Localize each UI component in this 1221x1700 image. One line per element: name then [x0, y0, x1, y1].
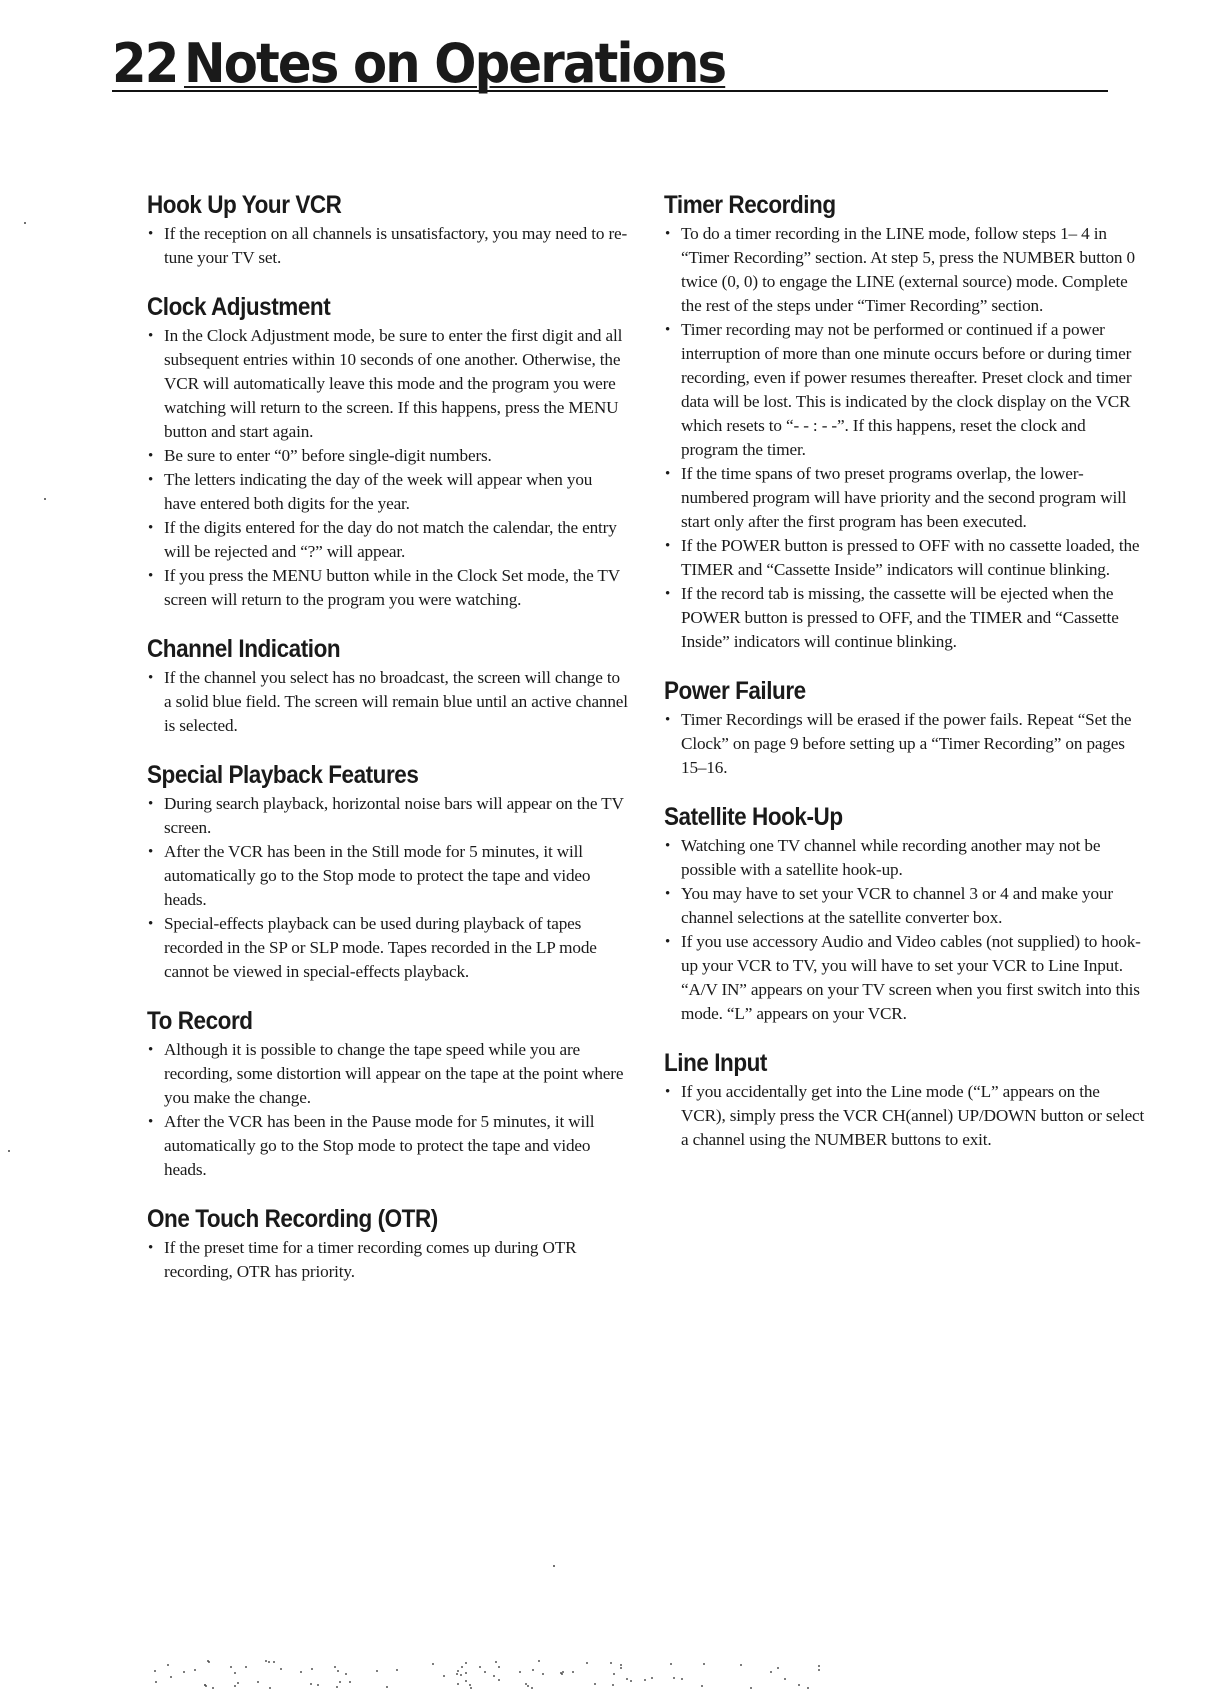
scan-noise-dot — [465, 1662, 467, 1664]
scan-noise-dot — [317, 1684, 319, 1686]
scan-noise-dot — [469, 1684, 471, 1686]
section-heading: Power Failure — [664, 677, 806, 705]
scan-noise-dot — [798, 1684, 800, 1686]
scan-noise-dot — [230, 1666, 232, 1668]
scan-noise-dot — [519, 1671, 521, 1673]
scan-noise-dot — [155, 1681, 157, 1683]
scan-noise-dot — [493, 1675, 495, 1677]
bullet-item: • If the time spans of two preset programs overlap, the lower-numbered program will have priority and the second program will start only after the first program has been executed. — [665, 462, 1145, 534]
section-special-playback-features — [148, 760, 628, 984]
section-channel-indication — [148, 634, 628, 738]
bullet-item: • If the preset time for a timer recording comes up during OTR recording, OTR has priority. — [148, 1236, 628, 1284]
scan-noise-dot — [170, 1676, 172, 1678]
scan-noise-dot — [612, 1684, 614, 1686]
section-heading: Channel Indication — [147, 635, 341, 663]
scan-noise-dot — [456, 1673, 458, 1675]
scan-noise-dot — [740, 1664, 742, 1666]
scan-noise-dot — [784, 1678, 786, 1680]
scan-speck — [24, 222, 26, 224]
scan-speck — [553, 1565, 555, 1567]
section-line-input — [665, 1048, 1145, 1152]
section-to-record — [148, 1006, 628, 1182]
bullet-list — [148, 792, 628, 984]
scan-noise-dot — [498, 1666, 500, 1668]
bullet-item: • Watching one TV channel while recording another may not be possible with a satellite hook-up. — [665, 834, 1145, 882]
scan-noise-dot — [670, 1663, 672, 1665]
scan-noise-dot — [208, 1661, 210, 1663]
scan-noise-dot — [630, 1680, 632, 1682]
bullet-item: • Be sure to enter “0” before single-digit numbers. — [148, 444, 628, 468]
section-power-failure — [665, 676, 1145, 780]
scan-noise-dot — [681, 1678, 683, 1680]
scan-noise-dot — [542, 1673, 544, 1675]
scan-noise-dot — [701, 1685, 703, 1687]
bullet-list — [148, 666, 628, 738]
scan-noise-dot — [334, 1666, 336, 1668]
scan-noise-dot — [265, 1660, 267, 1662]
bullet-item: • Timer Recordings will be erased if the power fails. Repeat “Set the Clock” on page 9 before setting up a “Timer Recording” on pages 15–16. — [665, 708, 1145, 780]
scan-noise-dot — [673, 1677, 675, 1679]
scan-noise-dot — [644, 1679, 646, 1681]
bullet-item: • After the VCR has been in the Pause mode for 5 minutes, it will automatically go to the Stop mode to protect the tape and video heads. — [148, 1110, 628, 1182]
bullet-item: • Special-effects playback can be used during playback of tapes recorded in the SP or SLP mode. Tapes recorded in the LP mode cannot be viewed in special-effects playback. — [148, 912, 628, 984]
scan-noise-dot — [345, 1673, 347, 1675]
scan-noise-dot — [610, 1662, 612, 1664]
scan-noise-dot — [460, 1674, 462, 1676]
page-number: 22 — [112, 32, 178, 95]
page-header — [112, 30, 1108, 95]
scan-noise-dot — [465, 1680, 467, 1682]
scan-noise-dot — [386, 1686, 388, 1688]
bullet-list — [148, 324, 628, 612]
scan-noise-dot — [457, 1683, 459, 1685]
scan-noise-dot — [339, 1681, 341, 1683]
scan-noise-dot — [310, 1683, 312, 1685]
scan-noise-dot — [495, 1661, 497, 1663]
bullet-list — [665, 1080, 1145, 1152]
scan-noise-dot — [443, 1675, 445, 1677]
bullet-item: • You may have to set your VCR to channel 3 or 4 and make your channel selections at the satellite converter box. — [665, 882, 1145, 930]
page-title: Notes on Operations — [184, 32, 726, 95]
scan-noise-dot — [461, 1666, 463, 1668]
section-heading: To Record — [147, 1007, 253, 1035]
scan-noise-dot — [336, 1686, 338, 1688]
scan-noise — [150, 1660, 870, 1690]
scan-noise-dot — [396, 1669, 398, 1671]
scan-noise-dot — [572, 1671, 574, 1673]
scan-noise-dot — [532, 1669, 534, 1671]
scan-noise-dot — [311, 1668, 313, 1670]
scan-noise-dot — [750, 1687, 752, 1689]
bullet-item: • In the Clock Adjustment mode, be sure to enter the first digit and all subsequent entries within 10 seconds of one another. Otherwise, the VCR will automatically leave this mode and the program you were watching will return to the screen. If this happens, press the MENU button and start again. — [148, 324, 628, 444]
scan-noise-dot — [337, 1670, 339, 1672]
scan-noise-dot — [280, 1668, 282, 1670]
bullet-item: • If the digits entered for the day do not match the calendar, the entry will be rejected and “?” will appear. — [148, 516, 628, 564]
bullet-list — [665, 708, 1145, 780]
bullet-item: • If the reception on all channels is unsatisfactory, you may need to re-tune your TV set. — [148, 222, 628, 270]
section-timer-recording — [665, 190, 1145, 654]
scan-noise-dot — [807, 1687, 809, 1689]
section-heading: Satellite Hook-Up — [664, 803, 843, 831]
scan-noise-dot — [376, 1670, 378, 1672]
scan-noise-dot — [777, 1667, 779, 1669]
section-heading: One Touch Recording (OTR) — [147, 1205, 438, 1233]
section-heading: Special Playback Features — [147, 761, 419, 789]
left-column — [148, 190, 628, 1284]
section-heading: Hook Up Your VCR — [147, 191, 342, 219]
section-heading: Line Input — [664, 1049, 767, 1077]
bullet-item: • If you use accessory Audio and Video cables (not supplied) to hook-up your VCR to TV, you will have to set your VCR to Line Input. “A/V IN” appears on your TV screen when you first switch into this mode. “L” appears on your VCR. — [665, 930, 1145, 1026]
scan-noise-dot — [470, 1687, 472, 1689]
scan-noise-dot — [465, 1672, 467, 1674]
scan-noise-dot — [498, 1679, 500, 1681]
scan-noise-dot — [651, 1677, 653, 1679]
scan-noise-dot — [703, 1663, 705, 1665]
scan-noise-dot — [349, 1681, 351, 1683]
scan-noise-dot — [586, 1662, 588, 1664]
scan-noise-dot — [538, 1660, 540, 1662]
bullet-list — [665, 222, 1145, 654]
scan-noise-dot — [234, 1672, 236, 1674]
scan-noise-dot — [432, 1663, 434, 1665]
scan-noise-dot — [257, 1681, 259, 1683]
bullet-item: • After the VCR has been in the Still mode for 5 minutes, it will automatically go to the Stop mode to protect the tape and video heads. — [148, 840, 628, 912]
scan-noise-dot — [561, 1673, 563, 1675]
scan-noise-dot — [613, 1673, 615, 1675]
bullet-item: • To do a timer recording in the LINE mode, follow steps 1– 4 in “Timer Recording” section. At step 5, press the NUMBER button 0 twice (0, 0) to engage the LINE (external source) mode. Complete the rest of the steps under “Timer Recording” section. — [665, 222, 1145, 318]
right-column — [665, 190, 1145, 1152]
scan-noise-dot — [479, 1666, 481, 1668]
section-one-touch-recording-otr — [148, 1204, 628, 1284]
bullet-item: • If the POWER button is pressed to OFF with no cassette loaded, the TIMER and “Cassette Inside” indicators will continue blinking. — [665, 534, 1145, 582]
scan-noise-dot — [269, 1687, 271, 1689]
bullet-item: • Timer recording may not be performed or continued if a power interruption of more than one minute occurs before or during timer recording, even if power resumes thereafter. Preset clock and timer data will be lost. This is indicated by the clock display on the VCR which resets to “- - : - -”. If this happens, reset the clock and program the timer. — [665, 318, 1145, 462]
scan-noise-dot — [527, 1685, 529, 1687]
bullet-list — [148, 1038, 628, 1182]
bullet-item: • If you accidentally get into the Line mode (“L” appears on the VCR), simply press the VCR CH(annel) UP/DOWN button or select a channel using the NUMBER buttons to exit. — [665, 1080, 1145, 1152]
bullet-item: • If the record tab is missing, the cassette will be ejected when the POWER button is pressed to OFF, and the TIMER and “Cassette Inside” indicators will continue blinking. — [665, 582, 1145, 654]
bullet-item: • The letters indicating the day of the week will appear when you have entered both digits for the year. — [148, 468, 628, 516]
scan-noise-dot — [531, 1687, 533, 1689]
section-clock-adjustment — [148, 292, 628, 612]
scan-noise-dot — [245, 1666, 247, 1668]
scan-noise-dot — [626, 1678, 628, 1680]
bullet-list — [148, 1236, 628, 1284]
scan-noise-dot — [818, 1665, 820, 1667]
bullet-list — [148, 222, 628, 270]
scan-noise-dot — [183, 1671, 185, 1673]
scan-noise-dot — [484, 1671, 486, 1673]
scan-noise-dot — [268, 1661, 270, 1663]
scan-noise-dot — [620, 1667, 622, 1669]
scan-noise-dot — [167, 1664, 169, 1666]
bullet-item: • During search playback, horizontal noise bars will appear on the TV screen. — [148, 792, 628, 840]
bullet-item: • If the channel you select has no broadcast, the screen will change to a solid blue field. The screen will remain blue until an active channel is selected. — [148, 666, 628, 738]
scan-noise-dot — [594, 1683, 596, 1685]
scan-noise-dot — [457, 1670, 459, 1672]
scan-noise-dot — [237, 1682, 239, 1684]
scan-noise-dot — [818, 1669, 820, 1671]
scan-noise-dot — [154, 1670, 156, 1672]
scan-noise-dot — [300, 1671, 302, 1673]
bullet-item: • Although it is possible to change the tape speed while you are recording, some distortion will appear on the tape at the point where you make the change. — [148, 1038, 628, 1110]
bullet-item: • If you press the MENU button while in the Clock Set mode, the TV screen will return to the program you were watching. — [148, 564, 628, 612]
scan-noise-dot — [620, 1664, 622, 1666]
section-satellite-hook-up — [665, 802, 1145, 1026]
section-heading: Clock Adjustment — [147, 293, 331, 321]
section-heading: Timer Recording — [664, 191, 836, 219]
section-hook-up-your-vcr — [148, 190, 628, 270]
bullet-list — [665, 834, 1145, 1026]
scan-speck — [44, 498, 46, 500]
scan-noise-dot — [273, 1661, 275, 1663]
scan-noise-dot — [770, 1671, 772, 1673]
scan-noise-dot — [234, 1685, 236, 1687]
scan-noise-dot — [212, 1687, 214, 1689]
scan-noise-dot — [204, 1684, 206, 1686]
scan-noise-dot — [194, 1669, 196, 1671]
scan-speck — [8, 1150, 10, 1152]
